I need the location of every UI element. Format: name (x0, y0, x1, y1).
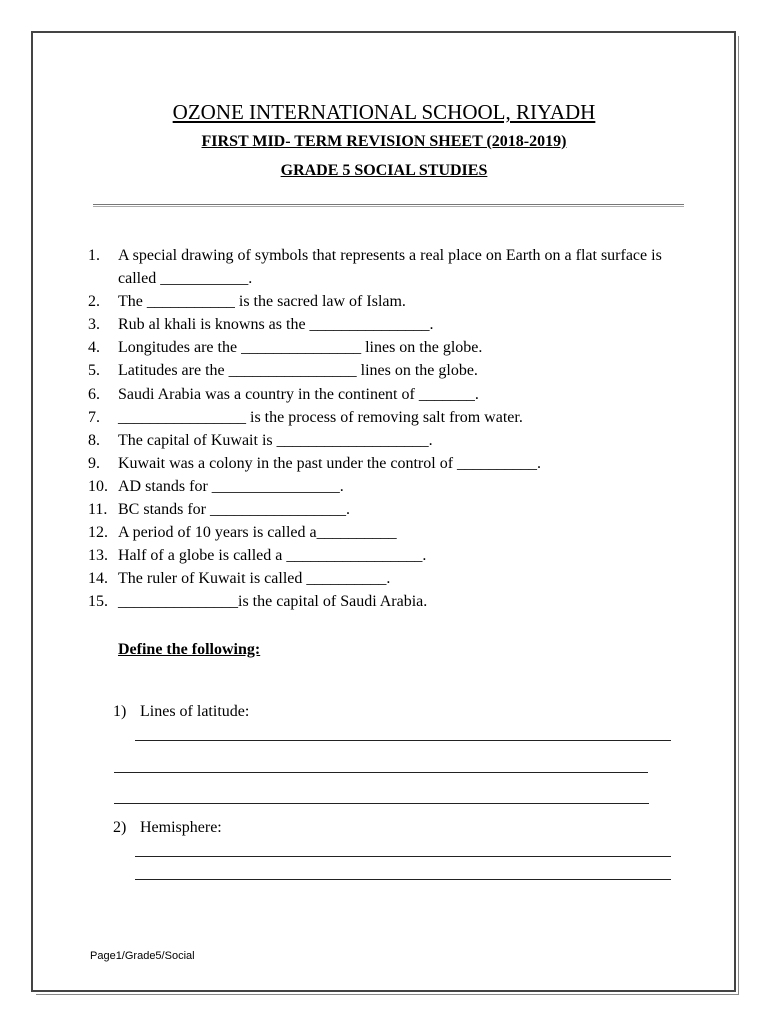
question-item (88, 429, 688, 452)
define-item-term: Hemisphere: (140, 819, 222, 836)
answer-line[interactable] (114, 772, 648, 773)
question-item (88, 544, 688, 567)
sheet-title: FIRST MID- TERM REVISION SHEET (2018-2019) (201, 133, 567, 150)
school-name: OZONE INTERNATIONAL SCHOOL, RIYADH (172, 100, 596, 124)
question-number: 5. (88, 362, 100, 380)
subject-title: GRADE 5 SOCIAL STUDIES (280, 162, 488, 179)
question-item (88, 290, 688, 313)
page-footer: Page1/Grade5/Social (90, 950, 195, 962)
question-number: 1. (88, 247, 100, 264)
question-item (88, 336, 688, 359)
question-text: _______________is the capital of Saudi Arabia. (118, 593, 428, 611)
question-number: 4. (88, 339, 100, 357)
question-text: Saudi Arabia was a country in the continent of _______. (118, 385, 479, 403)
define-item-term: Lines of latitude: (140, 703, 250, 720)
answer-line[interactable] (114, 803, 649, 804)
question-item (88, 244, 688, 290)
question-number: 6. (88, 385, 100, 403)
answer-line[interactable] (135, 740, 671, 741)
question-text: BC stands for _________________. (118, 501, 350, 519)
question-item (88, 475, 688, 498)
question-number: 14. (88, 570, 108, 588)
question-number: 9. (88, 454, 100, 472)
question-item (88, 498, 688, 521)
define-item-hemisphere (113, 819, 222, 837)
header-divider (93, 204, 684, 207)
question-number: 2. (88, 293, 100, 311)
question-number: 13. (88, 547, 108, 565)
answer-line[interactable] (135, 879, 671, 880)
question-text: Longitudes are the _______________ lines on the globe. (118, 339, 483, 357)
question-number: 8. (88, 431, 100, 449)
answer-line[interactable] (135, 856, 671, 857)
question-text: A special drawing of symbols that represents a real place on Earth on a flat surface is called ___________. (118, 247, 662, 288)
question-item (88, 406, 688, 429)
question-number: 10. (88, 477, 108, 495)
define-heading: Define the following: (118, 641, 261, 658)
question-text: Kuwait was a colony in the past under the control of __________. (118, 454, 542, 472)
question-text: Latitudes are the ________________ lines on the globe. (118, 362, 478, 380)
question-item (88, 359, 688, 382)
question-number: 3. (88, 316, 100, 334)
question-number: 15. (88, 593, 108, 611)
define-item-latitude (113, 703, 249, 721)
question-list (88, 244, 688, 614)
question-text: AD stands for ________________. (118, 477, 344, 495)
question-text: A period of 10 years is called a__________ (118, 524, 397, 542)
define-item-number: 2) (113, 819, 127, 836)
question-number: 7. (88, 408, 100, 426)
question-number: 12. (88, 524, 108, 542)
define-item-number: 1) (113, 703, 127, 720)
question-text: The ___________ is the sacred law of Islam. (118, 293, 406, 311)
question-text: Half of a globe is called a _________________. (118, 547, 427, 565)
question-text: ________________ is the process of removing salt from water. (118, 408, 523, 426)
question-item (88, 590, 688, 613)
question-item (88, 521, 688, 544)
question-item (88, 383, 688, 406)
question-item (88, 452, 688, 475)
question-text: Rub al khali is knowns as the _______________. (118, 316, 434, 334)
question-number: 11. (88, 501, 108, 519)
question-text: The capital of Kuwait is ___________________. (118, 431, 433, 449)
question-item (88, 313, 688, 336)
question-item (88, 567, 688, 590)
question-text: The ruler of Kuwait is called __________. (118, 570, 391, 588)
